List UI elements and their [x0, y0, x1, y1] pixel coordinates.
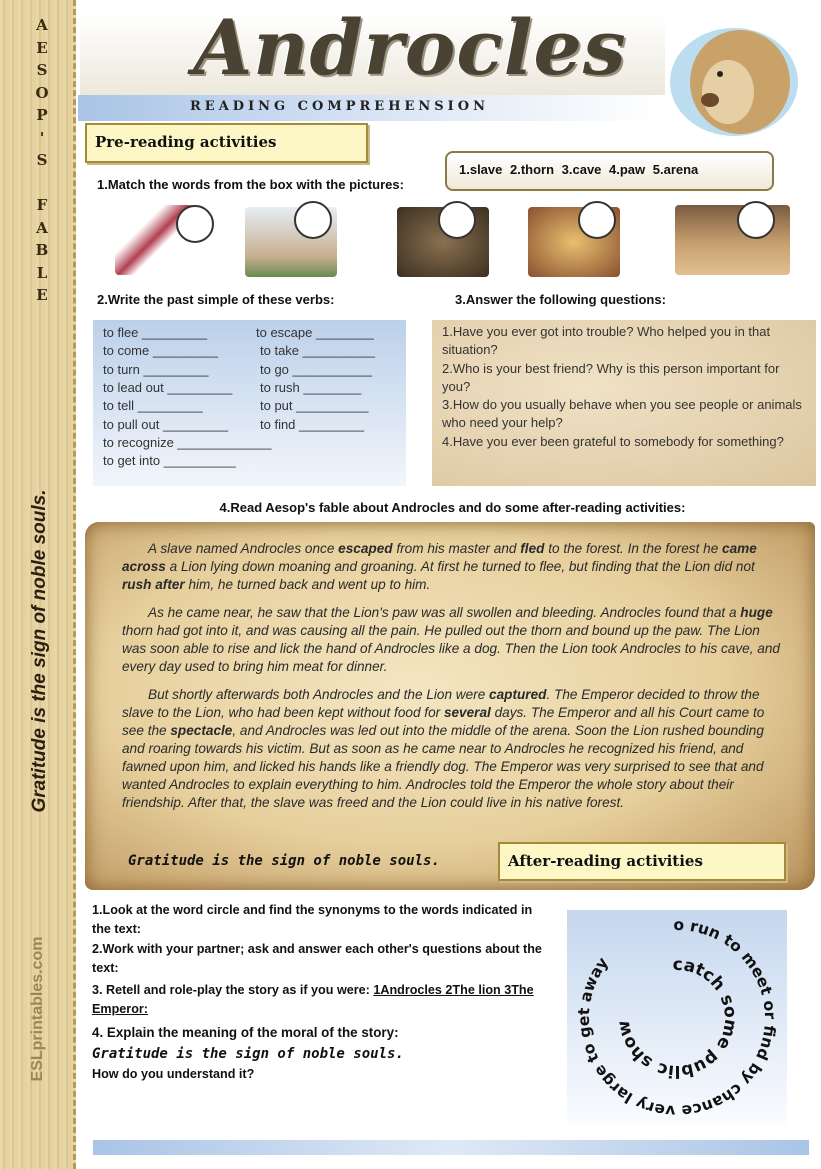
fable-text [122, 540, 784, 822]
story-text: a Lion lying down moaning and groaning. At first he turned to flee, but finding that the Lion did not [165, 559, 755, 574]
side-letter: ' [39, 128, 45, 147]
side-letter: E [36, 38, 48, 57]
side-letter: L [36, 263, 48, 282]
verb-item[interactable]: to tell _________ [103, 398, 203, 414]
side-letter [28, 172, 56, 195]
answer-circle[interactable] [176, 205, 214, 243]
story-text: him, he turned back and went up to him. [184, 577, 431, 592]
word-box: 1.slave 2.thorn 3.cave 4.paw 5.arena [445, 151, 774, 191]
discussion-question: 1.Have you ever got into trouble? Who helped you in that situation? [442, 324, 771, 358]
story-paragraph [122, 604, 784, 676]
side-letter: S [36, 151, 48, 169]
side-motto: Gratitude is the sign of noble souls. [29, 489, 50, 813]
verb-item[interactable]: to escape ________ [256, 325, 374, 340]
key-word: rush after [122, 577, 185, 592]
key-word: spectacle [170, 723, 233, 738]
inner-ring-text: catch some public show [613, 954, 741, 1082]
key-word: came across [122, 541, 757, 574]
side-letter: A [36, 218, 48, 237]
verb-item[interactable]: to turn _________ [103, 361, 209, 377]
after-reading-heading: After-reading activities [498, 842, 786, 881]
outer-ring-text: o run to meet or find by chance very large to get away [574, 915, 780, 1121]
side-letter: O [35, 83, 49, 102]
after-moral: Gratitude is the sign of noble souls. [92, 1045, 404, 1062]
story-text: days. The Emperor and all his Court came to see the [122, 705, 765, 738]
verb-item[interactable]: to get into __________ [103, 453, 237, 469]
story-text: from his master and [392, 541, 521, 556]
side-letter: A [36, 16, 48, 34]
story-text: thorn had got into it, and was causing all the pain. He pulled out the thorn and bound up the paw. The Lion was soon able to rise and lick the hand of Androcles like a dog. Then the Lion took Androcles to his cave, and every day used to bring him meat for dinner. [122, 623, 780, 674]
story-text: , and Androcles was led out into the middle of the arena. Soon the Lion rushed bounding and roaring towards his victim. But as soon as he came near to Androcles he recognized his friend, and fawned upon him, and licked his hands like a friendly dog. The Emperor was very surprised to see that and wanted Androcles to explain everything to him. Androcles told the Emperor the whole story about their friendship. After that, the slave was freed and the Lion could live in his native forest. [122, 723, 764, 810]
side-letter: P [36, 106, 48, 124]
story-text: . The Emperor decided to throw the slave to the Lion, who had been kept without food for [122, 687, 760, 720]
after-question-4: 4. Explain the meaning of the moral of the story: [92, 1025, 399, 1040]
question-2-heading: 2.Write the past simple of these verbs: [97, 292, 335, 307]
key-word: escaped [338, 541, 393, 556]
verbs-box [93, 320, 406, 486]
page-title: Androcles [193, 3, 627, 92]
side-letter: E [36, 286, 48, 304]
verb-item[interactable]: to pull out _________ [103, 416, 229, 432]
answer-circle[interactable] [578, 201, 616, 239]
roles: 1Androcles 2The lion 3The Emperor: [92, 983, 534, 1016]
footer-bar [93, 1140, 809, 1155]
key-word: fled [520, 541, 545, 556]
word-circle [567, 910, 787, 1126]
after-question-3-text: 3. Retell and role-play the story as if you were: [92, 983, 374, 997]
lion-image [668, 22, 800, 137]
verb-item[interactable]: to take __________ [260, 343, 375, 359]
after-question-3 [92, 981, 542, 1018]
page-subtitle: READING COMPREHENSION [190, 99, 489, 114]
story-text: A slave named Androcles once [148, 541, 339, 556]
side-letter: S [36, 61, 48, 79]
question-4-heading: 4.Read Aesop's fable about Androcles and do some after-reading activities: [219, 500, 686, 515]
discussion-question: 2.Who is your best friend? Why is this person important for you? [442, 360, 780, 394]
answer-circle[interactable] [294, 201, 332, 239]
story-text: to the forest. In the forest he [544, 541, 723, 556]
story-text: As he came near, he saw that the Lion's paw was all swollen and bleeding. Androcles found that a [148, 605, 741, 620]
after-reading-questions [92, 901, 542, 1084]
answer-circle[interactable] [438, 201, 476, 239]
after-question-1: 1.Look at the word circle and find the synonyms to the words indicated in the text: [92, 903, 533, 936]
story-paragraph [122, 686, 784, 812]
side-title [28, 14, 56, 307]
verb-item[interactable]: to recognize _____________ [103, 434, 272, 450]
question-3-heading: 3.Answer the following questions: [455, 292, 666, 307]
verb-item[interactable]: to come _________ [103, 343, 218, 359]
side-letter: F [36, 196, 48, 214]
watermark: ESLprintables.com [29, 936, 46, 1082]
verb-item[interactable]: to go ___________ [260, 361, 373, 377]
moral: Gratitude is the sign of noble souls. [128, 853, 440, 869]
verb-item[interactable]: to lead out _________ [103, 379, 233, 395]
verb-item[interactable]: to flee _________ [103, 325, 208, 340]
question-1: 1.Match the words from the box with the pictures: [97, 177, 404, 192]
side-letter: B [35, 241, 49, 259]
after-question-2: 2.Work with your partner; ask and answer each other's questions about the text: [92, 942, 542, 975]
key-word: several [443, 705, 491, 720]
after-question-4-follow: How do you understand it? [92, 1067, 255, 1081]
story-text: But shortly afterwards both Androcles and the Lion were [148, 687, 490, 702]
story-paragraph [122, 540, 784, 594]
answer-circle[interactable] [737, 201, 775, 239]
discussion-question: 3.How do you usually behave when you see people or animals who need your help? [442, 397, 802, 431]
discussion-question: 4.Have you ever been grateful to somebody for something? [442, 433, 784, 449]
pre-reading-heading: Pre-reading activities [85, 123, 368, 163]
verb-item[interactable]: to put __________ [260, 398, 369, 414]
verb-item[interactable]: to find _________ [260, 416, 365, 432]
questions-box [432, 320, 816, 486]
key-word: huge [740, 605, 773, 620]
key-word: captured [489, 687, 547, 702]
verb-item[interactable]: to rush ________ [260, 379, 362, 395]
